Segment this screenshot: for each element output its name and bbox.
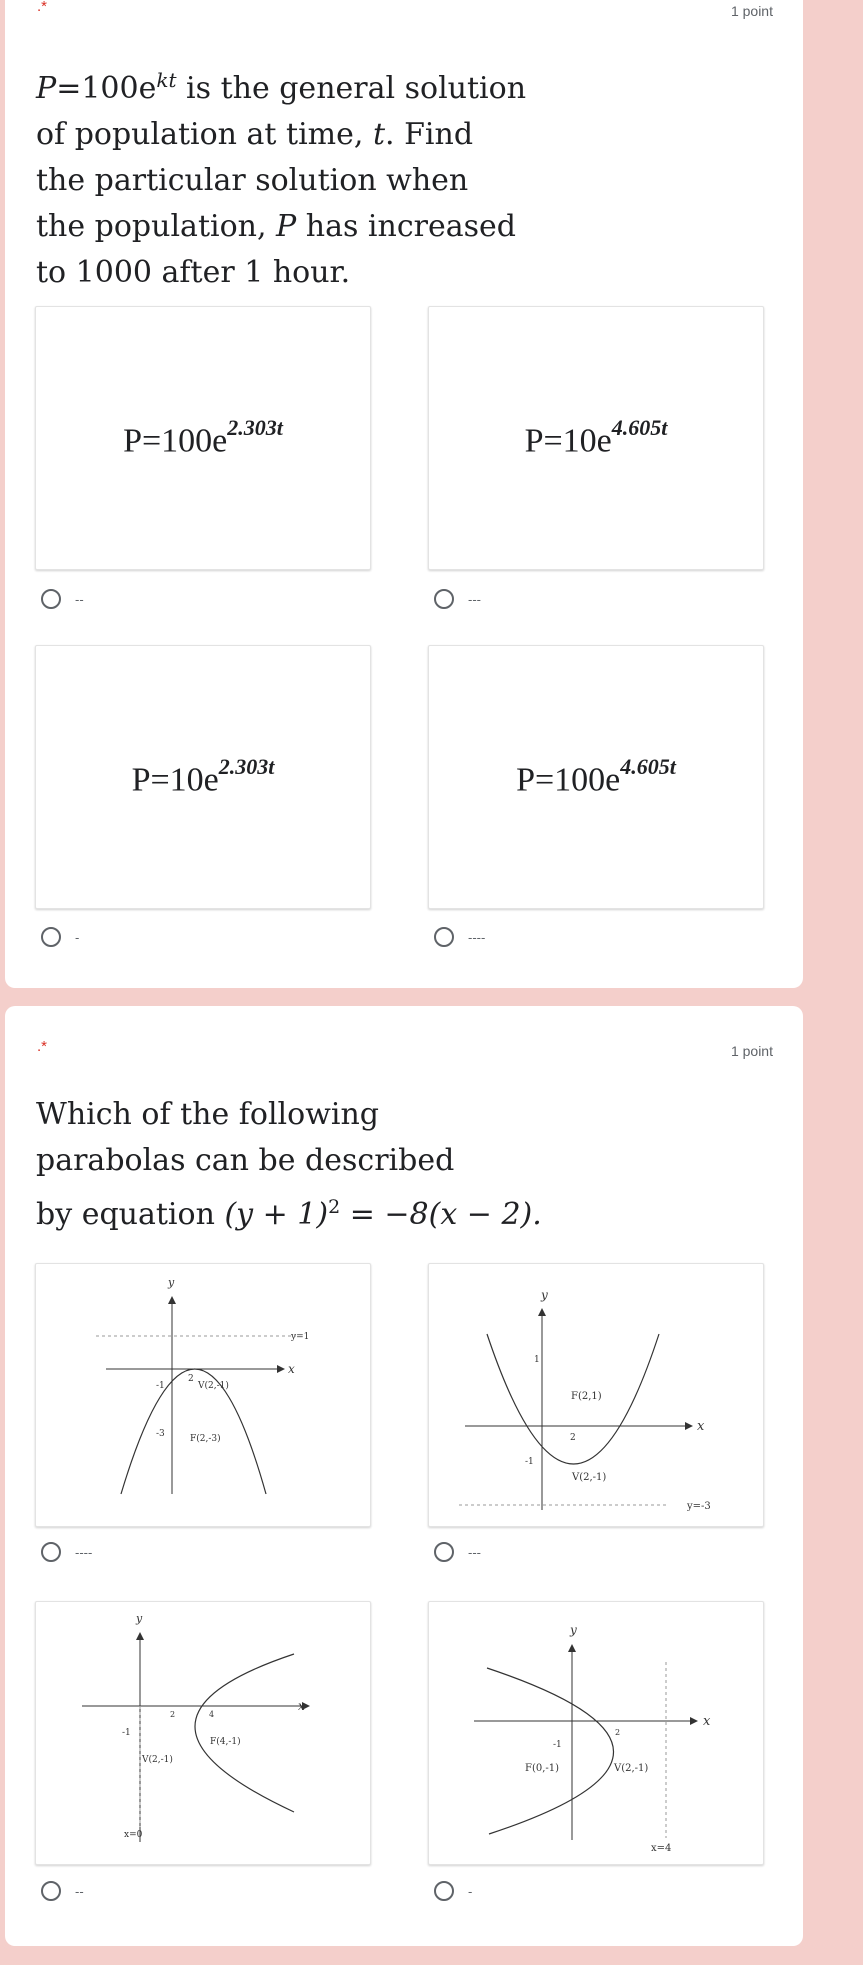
option-label: - bbox=[468, 1883, 473, 1899]
option-label: ---- bbox=[468, 929, 486, 945]
question-card-2 bbox=[5, 1006, 803, 1946]
q-eq-a: (y + 1) bbox=[224, 1197, 329, 1232]
vertex-label: V(2,-1) bbox=[198, 1381, 229, 1391]
x-axis-label: x bbox=[697, 1419, 705, 1434]
tick-label: 1 bbox=[534, 1355, 540, 1365]
option-2[interactable] bbox=[434, 589, 481, 609]
q-eq: =100e bbox=[56, 71, 157, 106]
radio-button[interactable] bbox=[434, 1542, 454, 1562]
option-image-1[interactable] bbox=[35, 1263, 371, 1527]
directrix-label: y=-3 bbox=[687, 1501, 711, 1512]
option-image-2[interactable] bbox=[428, 306, 764, 570]
q-var-t: t bbox=[372, 117, 386, 152]
q-line4b: has increased bbox=[296, 209, 516, 244]
x-axis-label: x bbox=[703, 1714, 711, 1729]
y-axis-label: y bbox=[136, 1612, 143, 1625]
focus-label: F(2,1) bbox=[571, 1391, 602, 1402]
radio-button[interactable] bbox=[434, 1881, 454, 1901]
option-image-2[interactable] bbox=[428, 1263, 764, 1527]
q-line2-end: . Find bbox=[385, 117, 474, 152]
q-line2: parabolas can be described bbox=[36, 1143, 455, 1178]
option-image-1[interactable] bbox=[35, 306, 371, 570]
q-line2: of population at time, bbox=[36, 117, 373, 152]
radio-button[interactable] bbox=[434, 589, 454, 609]
q-line1: is the general solution bbox=[176, 71, 527, 106]
option-4[interactable] bbox=[434, 1881, 472, 1901]
tick-label: -3 bbox=[156, 1429, 165, 1439]
option-label: -- bbox=[75, 591, 84, 607]
points-label: 1 point bbox=[730, 1043, 773, 1059]
tick-label: -1 bbox=[525, 1457, 534, 1467]
option-image-3[interactable] bbox=[35, 645, 371, 909]
directrix-label: y=1 bbox=[291, 1332, 310, 1342]
parabola-graph-right bbox=[36, 1602, 370, 1864]
tick-label: 4 bbox=[209, 1710, 215, 1719]
vertex-label: V(2,-1) bbox=[142, 1755, 173, 1765]
option-3[interactable] bbox=[41, 1881, 84, 1901]
q-line5: to 1000 after 1 hour. bbox=[36, 255, 351, 290]
required-marker: .* bbox=[37, 0, 48, 15]
q-var-p: P bbox=[36, 71, 57, 106]
tick-label: 2 bbox=[188, 1374, 194, 1384]
option-label: - bbox=[75, 929, 80, 945]
q-var-p2: P bbox=[276, 209, 297, 244]
parabola-graph-left bbox=[429, 1602, 763, 1864]
tick-label: -1 bbox=[122, 1728, 131, 1738]
points-label: 1 point bbox=[730, 3, 773, 19]
option-image-4[interactable] bbox=[428, 1601, 764, 1865]
vertex-label: V(2,-1) bbox=[614, 1763, 649, 1774]
x-axis-label: x bbox=[298, 1699, 305, 1713]
q-exp: kt bbox=[156, 68, 177, 92]
option-image-4[interactable] bbox=[428, 645, 764, 909]
radio-button[interactable] bbox=[41, 589, 61, 609]
q-line3: the particular solution when bbox=[36, 163, 469, 198]
required-marker: .* bbox=[37, 1038, 48, 1055]
tick-label: -1 bbox=[553, 1740, 562, 1750]
q-eq-exp: 2 bbox=[328, 1196, 341, 1218]
q-line4a: the population, bbox=[36, 209, 277, 244]
option-image-3[interactable] bbox=[35, 1601, 371, 1865]
option-label: -- bbox=[75, 1883, 84, 1899]
directrix-label: x=4 bbox=[651, 1843, 672, 1854]
option-1[interactable] bbox=[41, 1542, 92, 1562]
option-formula: $P=10e^{2.303t}$ bbox=[131, 754, 275, 799]
radio-button[interactable] bbox=[41, 1542, 61, 1562]
q-line3: by equation bbox=[36, 1197, 225, 1232]
x-axis-label: x bbox=[288, 1362, 295, 1376]
focus-label: F(4,-1) bbox=[210, 1737, 241, 1747]
y-axis-label: y bbox=[541, 1288, 548, 1302]
vertex-label: V(2,-1) bbox=[572, 1472, 607, 1483]
q-line1: Which of the following bbox=[36, 1097, 379, 1132]
tick-label: 2 bbox=[170, 1710, 176, 1719]
option-label: --- bbox=[468, 591, 481, 607]
question-text bbox=[36, 1092, 636, 1238]
tick-label: 2 bbox=[570, 1433, 576, 1443]
radio-button[interactable] bbox=[41, 1881, 61, 1901]
question-card-1 bbox=[5, 0, 803, 988]
option-formula: $P=10e^{4.605t}$ bbox=[524, 415, 668, 460]
q-eq-b: = −8(x − 2). bbox=[340, 1197, 542, 1232]
focus-label: F(0,-1) bbox=[525, 1763, 560, 1774]
parabola-graph-up bbox=[429, 1264, 763, 1526]
option-1[interactable] bbox=[41, 589, 84, 609]
option-formula: $P=100e^{4.605t}$ bbox=[516, 754, 676, 799]
option-formula: $P=100e^{2.303t}$ bbox=[123, 415, 283, 460]
tick-label: -1 bbox=[156, 1381, 165, 1391]
option-3[interactable] bbox=[41, 927, 79, 947]
option-2[interactable] bbox=[434, 1542, 481, 1562]
y-axis-label: y bbox=[168, 1276, 175, 1289]
directrix-label: x=0 bbox=[124, 1830, 143, 1840]
parabola-graph-down bbox=[36, 1264, 370, 1526]
option-label: ---- bbox=[75, 1544, 93, 1560]
focus-label: F(2,-3) bbox=[190, 1434, 221, 1444]
y-axis-label: y bbox=[570, 1623, 577, 1637]
tick-label: 2 bbox=[615, 1728, 621, 1737]
option-4[interactable] bbox=[434, 927, 485, 947]
question-text bbox=[36, 57, 536, 296]
radio-button[interactable] bbox=[434, 927, 454, 947]
radio-button[interactable] bbox=[41, 927, 61, 947]
option-label: --- bbox=[468, 1544, 481, 1560]
